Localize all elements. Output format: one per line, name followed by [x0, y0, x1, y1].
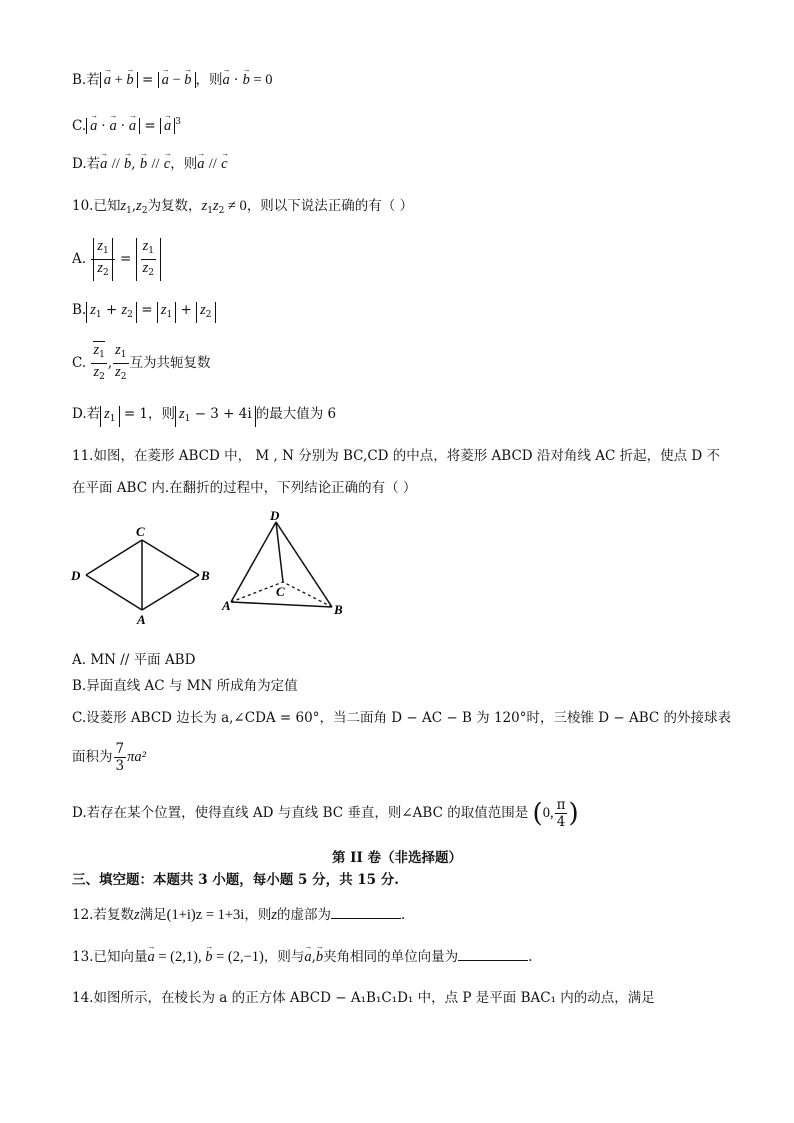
label-rhombus-a: A: [137, 612, 146, 627]
q13-mid: ，则与: [263, 949, 305, 965]
q11-d-interval-left: 0,: [542, 805, 554, 821]
paren-left: (: [532, 798, 543, 829]
q13-eq2: = (2,−1): [212, 949, 264, 965]
q9-option-b: B.若→ a + → b = → a − → b ，则→ a · → b = 0: [72, 70, 273, 90]
q12-answer-blank[interactable]: [331, 904, 401, 919]
q12-suffix: 的虚部为: [276, 907, 331, 923]
q14-stem: 14.如图所示，在棱长为 a 的正方体 ABCD − A₁B₁C₁D₁ 中，点 P 是平面 BAC₁ 内的动点，满足: [72, 990, 655, 1006]
q13-prefix: 13.已知向量: [72, 949, 148, 965]
q10-stem-prefix: 10.已知: [72, 198, 121, 214]
label-rhombus-b: B: [201, 568, 210, 583]
label-tetra-a: A: [222, 598, 231, 613]
q12-mid: 满足: [139, 907, 167, 923]
q9-option-c: C.→ a · → a · → a = → a $^3$: [72, 112, 181, 136]
q11-c2-prefix: 面积为: [72, 749, 113, 765]
q9-b-prefix: B.若: [72, 72, 100, 88]
q11-stem-line1: 11.如图，在菱形 ABCD 中， M , N 分别为 BC,CD 的中点，将菱形 ABCD 沿对角线 AC 折起，使点 D 不: [72, 448, 720, 464]
label-rhombus-d: D: [71, 568, 81, 583]
rhombus-figure: [86, 540, 199, 610]
q12-prefix: 12.若复数: [72, 907, 134, 923]
label-tetra-c: C: [276, 584, 285, 599]
q10-stem: 10.已知$z_1,z_2$为复数，$z_1z_2 \ne 0$，则以下说法正确的有（ ）: [72, 198, 414, 216]
section-title: 第 II 卷（非选择题）: [331, 850, 463, 866]
q9-d-prefix: D.若: [72, 156, 101, 172]
q11-c2-frac-den: 3: [115, 758, 125, 774]
q10-c-suffix: 互为共轭复数: [129, 355, 211, 371]
q12-end: .: [400, 907, 406, 923]
q11-figure: [66, 510, 356, 630]
q10-stem-suffix: ，则以下说法正确的有（ ）: [246, 198, 414, 214]
section-heading: 三、填空题：本题共 3 小题，每小题 5 分，共 15 分.: [72, 872, 399, 888]
q11-d-prefix: D.若存在某个位置，使得直线 AD 与直线 BC 垂直，则∠ABC 的取值范围是: [72, 805, 529, 821]
q11-option-c-line2: [72, 736, 146, 778]
q10-option-c: C. $\frac{z_1}{z_2}$ , $\frac{z_1}{z_2}$ 互为共轭复数: [72, 342, 211, 382]
q9-c-exp: 3: [175, 117, 181, 127]
q11-option-d: [72, 792, 579, 835]
q9-d-then: ，则: [170, 156, 198, 172]
label-rhombus-c: C: [136, 524, 145, 539]
q13: 13.已知向量→ a = (2,1), → b = (2,−1)，则与→ a,→ b夹角相同的单位向量为 .: [72, 946, 532, 967]
q12-eq: (1+i)z = 1+3i: [166, 907, 245, 923]
label-tetra-b: B: [334, 602, 343, 617]
q11-c2-tail: πa²: [127, 749, 146, 765]
q10-option-d: D.若 $z_1 = 1$，则 $z_1 - 3 + 4i$ 的最大值为 6: [72, 404, 336, 427]
q13-suffix: 夹角相同的单位向量为: [323, 949, 459, 965]
paren-right: ): [568, 798, 579, 829]
q9-option-d: D.若→ a // → b, → b // → c，则→ a // → c: [72, 154, 228, 174]
q11-d-frac-num: π: [556, 797, 566, 813]
q10-a-prefix: A.: [72, 251, 87, 267]
q11-c2-frac-num: 7: [115, 741, 125, 757]
q10-c-prefix: C.: [72, 355, 87, 371]
q10-d-suffix: 的最大值为 6: [255, 406, 337, 422]
q11-d-frac-den: 4: [556, 814, 566, 830]
label-tetra-d: D: [270, 510, 280, 523]
q11-option-c-line1: C.设菱形 ABCD 边长为 a,∠CDA = 60°，当二面角 D − AC − B 为 120°时，三棱锥 D − ABC 的外接球表: [72, 710, 732, 726]
q13-eq: = (2,1),: [154, 949, 206, 965]
q10-stem-cond: ≠ 0: [224, 198, 247, 214]
q10-option-a: A. $\frac{z_1}{z_2}$ = $\frac{z_1}{z_2}$: [72, 238, 161, 281]
q10-d-mid: ，则: [148, 406, 176, 422]
q13-answer-blank[interactable]: [458, 946, 528, 961]
q11-option-b: B.异面直线 AC 与 MN 所成角为定值: [72, 678, 298, 694]
q12: 12.若复数z满足(1+i)z = 1+3i，则z的虚部为 .: [72, 904, 405, 925]
q13-end: .: [528, 949, 533, 965]
q10-option-b: B. $z_1 + z_2 = z_1 + z_2$: [72, 300, 216, 323]
q10-d-prefix: D.若: [72, 406, 101, 422]
q9-c-prefix: C.: [72, 118, 87, 134]
q10-b-prefix: B.: [72, 302, 87, 318]
q11-stem-line2: 在平面 ABC 内.在翻折的过程中，下列结论正确的有（ ）: [72, 480, 417, 496]
q12-then: ，则: [244, 907, 272, 923]
q9-b-then: ，则: [195, 72, 223, 88]
q11-option-a: A. MN // 平面 ABD: [72, 652, 196, 668]
q10-stem-mid: 为复数，: [147, 198, 202, 214]
q9-b-tail: = 0: [249, 72, 273, 88]
